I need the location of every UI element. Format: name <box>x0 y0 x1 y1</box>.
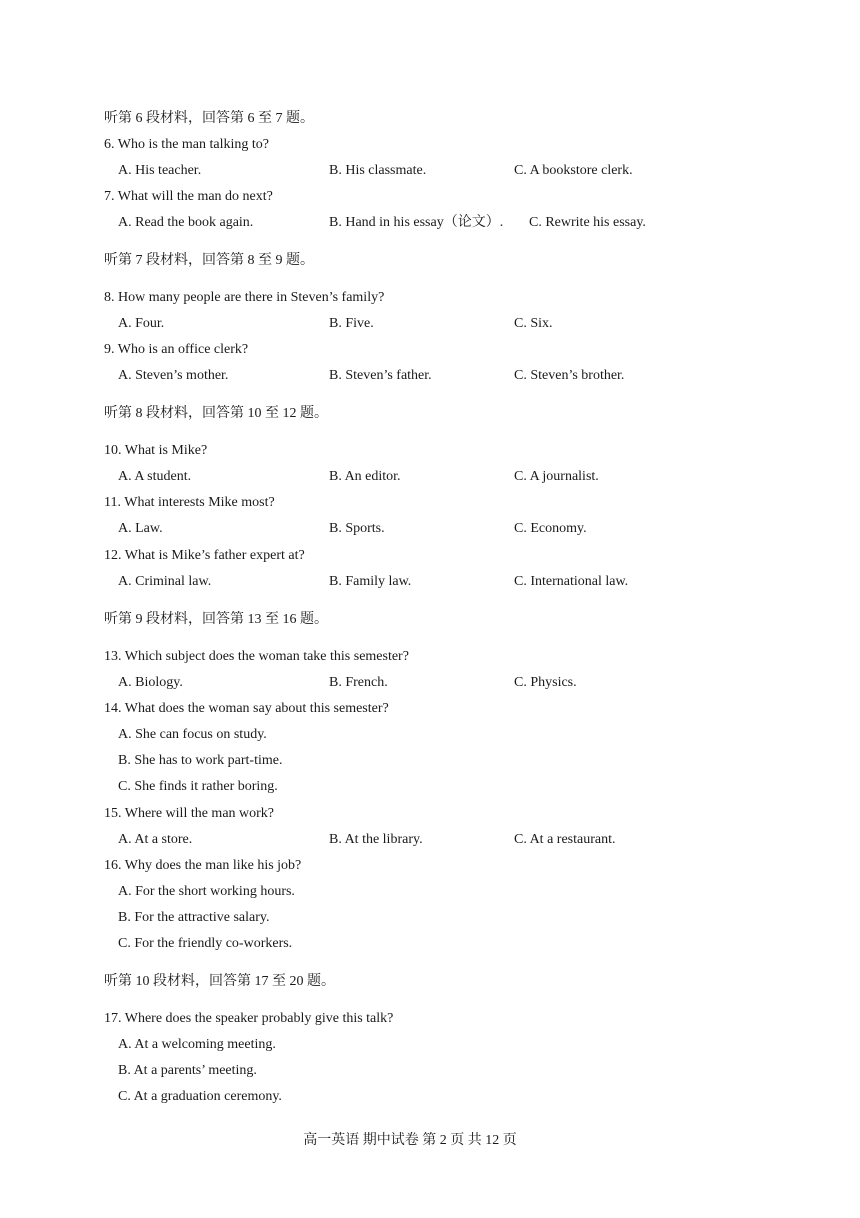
section-heading: 听第 7 段材料，回答第 8 至 9 题。 <box>104 253 314 268</box>
option-a: A. For the short working hours. <box>118 884 295 899</box>
option-b: B. An editor. <box>329 469 401 484</box>
option-a: A. Four. <box>118 316 165 331</box>
option-b: B. Five. <box>329 316 374 331</box>
option-b: B. Hand in his essay（论文）. <box>329 215 504 230</box>
option-a: A. A student. <box>118 469 192 484</box>
option-c: C. For the friendly co-workers. <box>118 936 293 951</box>
option-a: A. She can focus on study. <box>118 727 267 742</box>
question-stem: 14. What does the woman say about this semester? <box>104 701 389 716</box>
option-a: A. Read the book again. <box>118 215 254 230</box>
question-stem: 15. Where will the man work? <box>104 806 275 821</box>
option-c: C. International law. <box>514 574 629 589</box>
question-stem: 13. Which subject does the woman take this semester? <box>104 649 409 664</box>
question-stem: 12. What is Mike’s father expert at? <box>104 548 305 563</box>
option-c: C. At a restaurant. <box>514 832 616 847</box>
option-b: B. For the attractive salary. <box>118 910 270 925</box>
option-c: C. Economy. <box>514 521 587 536</box>
question-stem: 16. Why does the man like his job? <box>104 858 302 873</box>
section-heading: 听第 10 段材料，回答第 17 至 20 题。 <box>104 974 335 989</box>
section-heading: 听第 8 段材料，回答第 10 至 12 题。 <box>104 406 328 421</box>
option-c: C. Rewrite his essay. <box>529 215 646 230</box>
question-stem: 8. How many people are there in Steven’s family? <box>104 290 385 305</box>
option-c: C. Steven’s brother. <box>514 368 625 383</box>
option-a: A. At a store. <box>118 832 193 847</box>
option-c: C. A bookstore clerk. <box>514 163 633 178</box>
option-b: B. Family law. <box>329 574 412 589</box>
question-stem: 17. Where does the speaker probably give this talk? <box>104 1011 394 1026</box>
question-stem: 7. What will the man do next? <box>104 189 273 204</box>
option-a: A. Criminal law. <box>118 574 212 589</box>
option-b: B. French. <box>329 675 388 690</box>
option-c: C. She finds it rather boring. <box>118 779 278 794</box>
section-heading: 听第 9 段材料，回答第 13 至 16 题。 <box>104 612 328 627</box>
option-b: B. She has to work part-time. <box>118 753 283 768</box>
option-b: B. At the library. <box>329 832 423 847</box>
option-a: A. Steven’s mother. <box>118 368 229 383</box>
option-c: C. At a graduation ceremony. <box>118 1089 282 1104</box>
question-stem: 10. What is Mike? <box>104 443 208 458</box>
section-heading: 听第 6 段材料，回答第 6 至 7 题。 <box>104 111 314 126</box>
option-a: A. At a welcoming meeting. <box>118 1037 276 1052</box>
option-b: B. His classmate. <box>329 163 427 178</box>
option-a: A. Law. <box>118 521 163 536</box>
option-b: B. Sports. <box>329 521 385 536</box>
option-c: C. Physics. <box>514 675 577 690</box>
question-stem: 6. Who is the man talking to? <box>104 137 269 152</box>
option-a: A. Biology. <box>118 675 183 690</box>
question-stem: 11. What interests Mike most? <box>104 495 275 510</box>
option-b: B. At a parents’ meeting. <box>118 1063 257 1078</box>
option-c: C. Six. <box>514 316 553 331</box>
option-b: B. Steven’s father. <box>329 368 432 383</box>
page-footer: 高一英语 期中试卷 第 2 页 共 12 页 <box>303 1133 517 1148</box>
question-stem: 9. Who is an office clerk? <box>104 342 249 357</box>
option-c: C. A journalist. <box>514 469 599 484</box>
option-a: A. His teacher. <box>118 163 202 178</box>
